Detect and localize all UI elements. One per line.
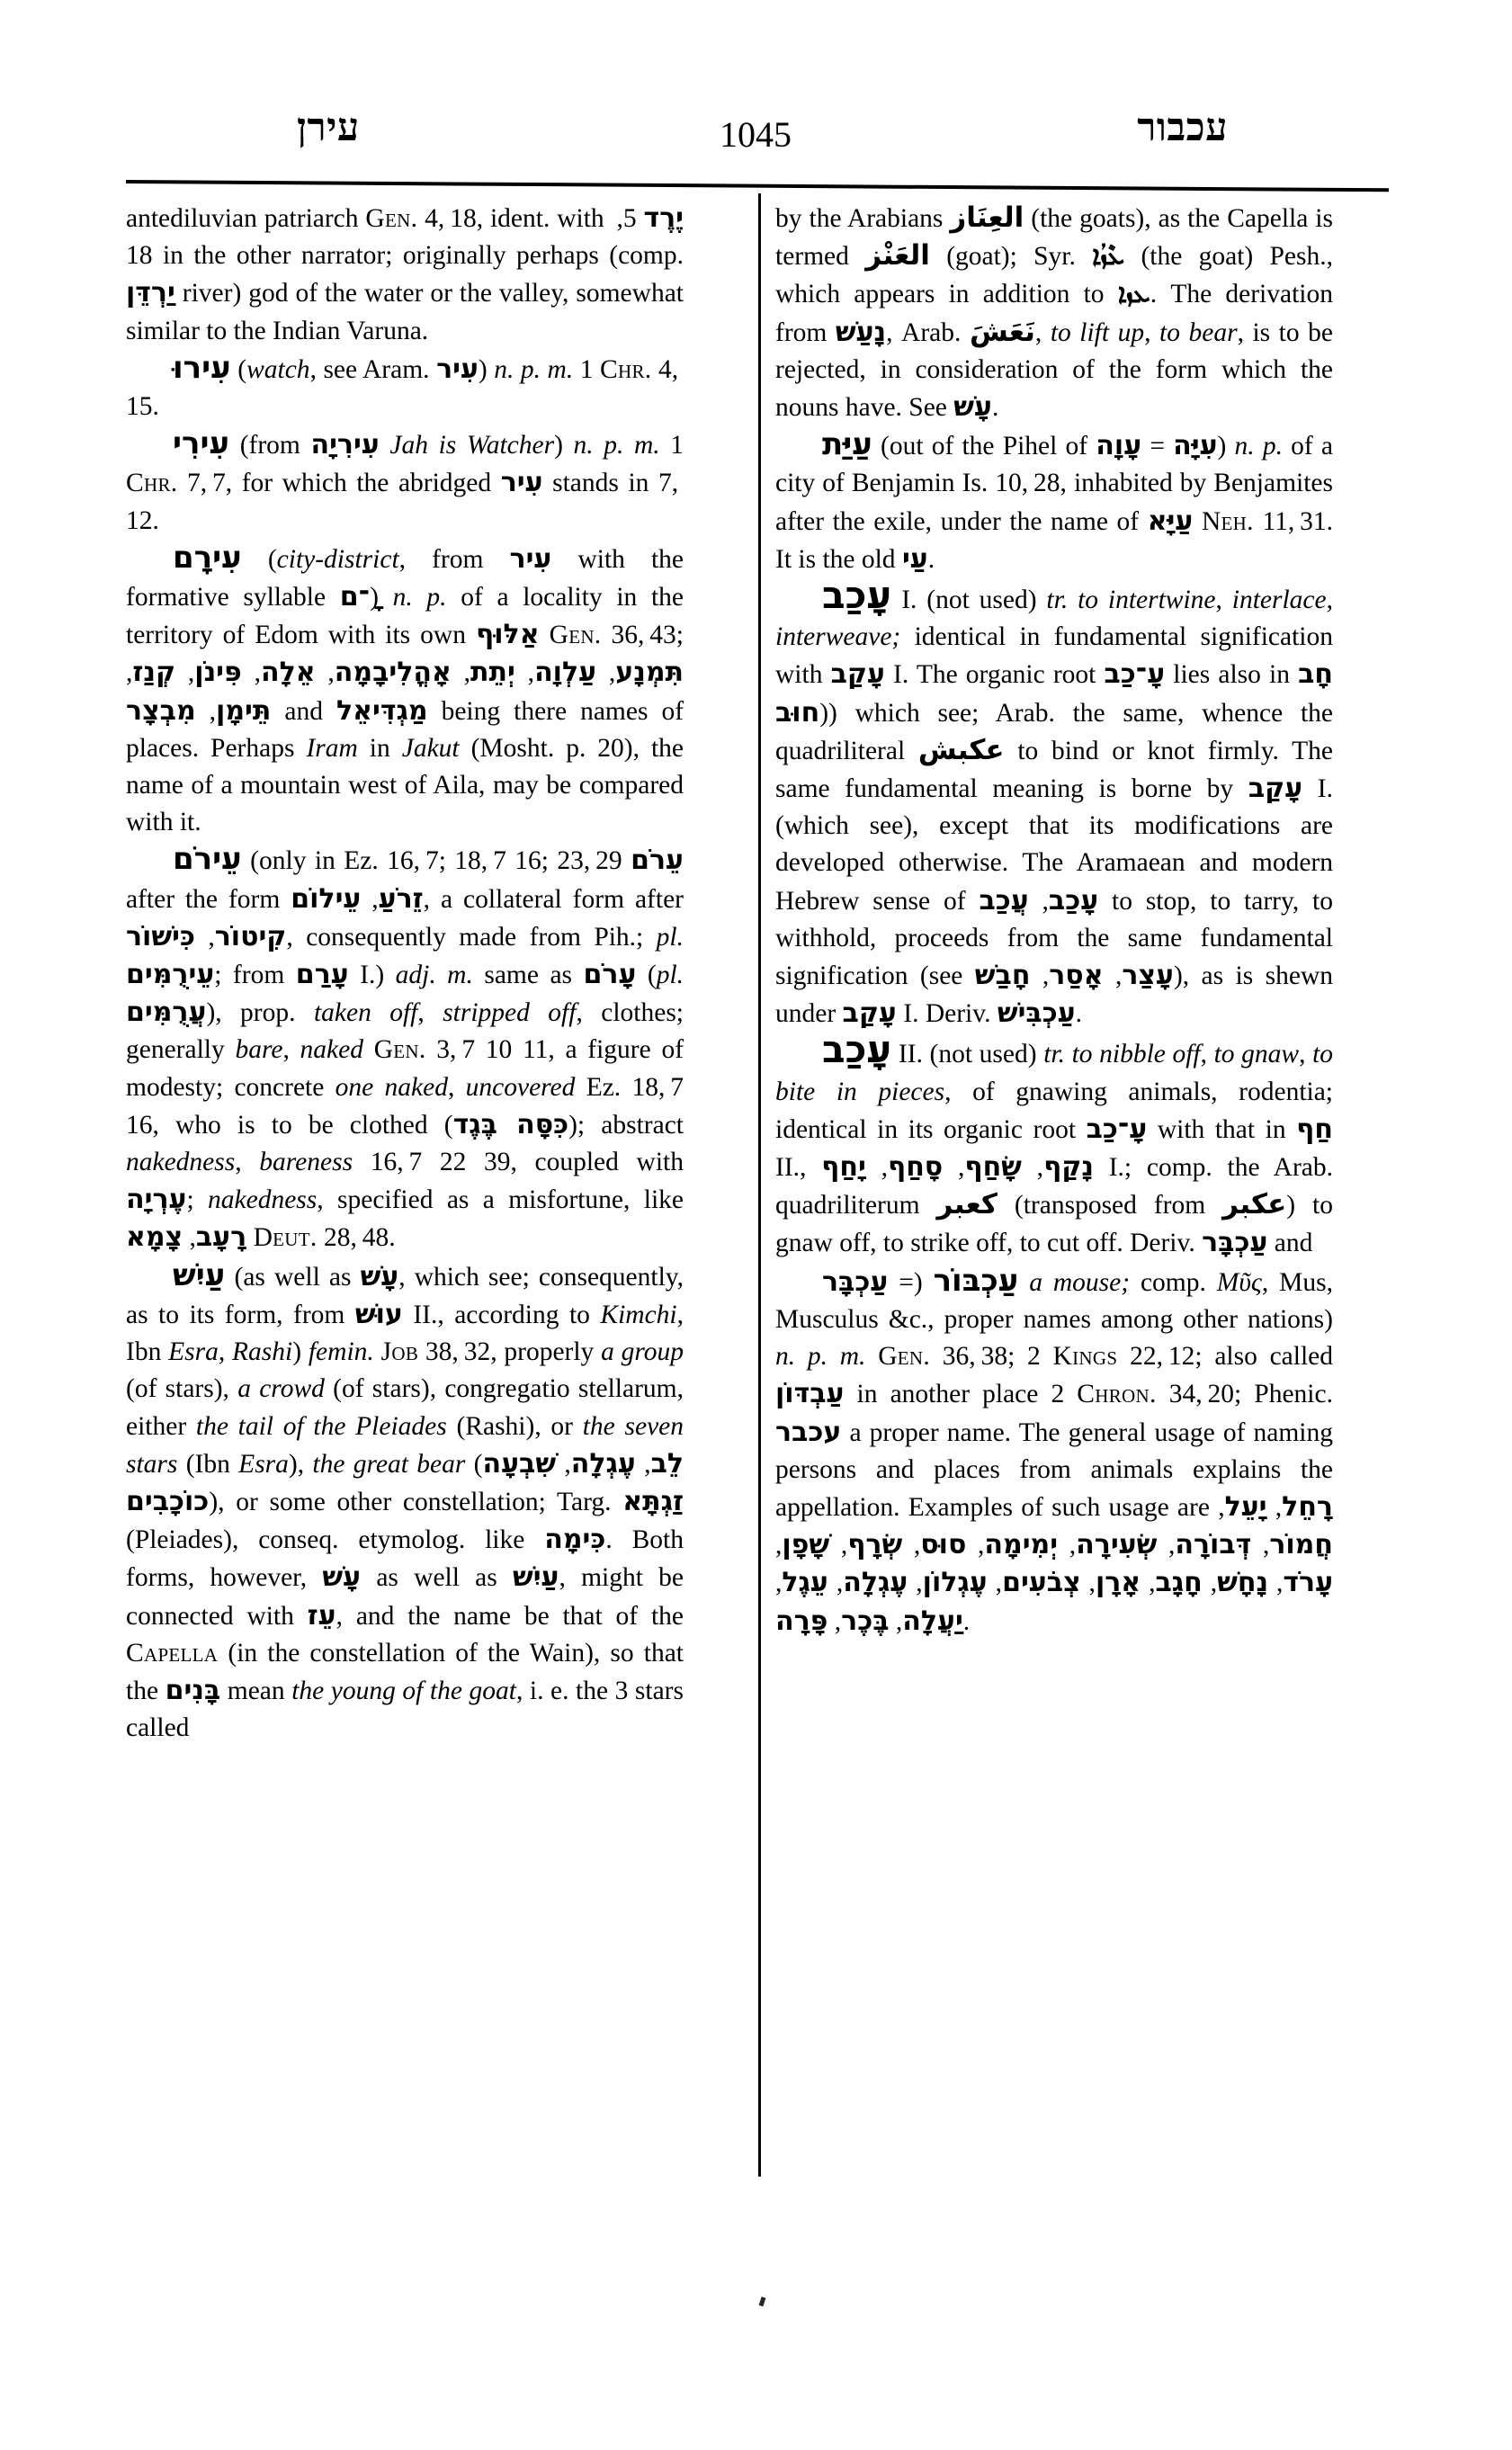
page-number: 1045 [720, 114, 792, 155]
paragraph-continuation: by the Arabians العِنَاز (the goats), as the Capella is termed العَنْز (goat); Syr. ܥܶܙܳܐ (the goat) Pesh., which appears in addition to ܥܙܐ. The derivation from נָעַשׁ, Arab. نَعَشَ, to lift up, to bear, is to be rejected, in consideration of the form which the nouns have. See עָשׁ. [775, 201, 1334, 424]
running-head [126, 106, 1385, 165]
page-speck [759, 2296, 766, 2306]
dictionary-entry: עָכַב I. (not used) tr. to intertwine, interlace, interweave; identical in fundamental signification with עָקַב I. The organic root עָ־כַב lies also in חָב (חוּב ) which see; Arab. the same, whence the quadriliteral عكبش to bind or knot firmly. The same fundamental meaning is borne by עָקַב I. (which see), except that its modifications are developed otherwise. The Aramaean and modern Hebrew sense of עָכַב, עֲכַב to stop, to tarry, to withhold, proceeds from the same fundamental signification (see עָצַר, אָסַר, חָבַשׁ ), as is shewn under עָקַב I. Deriv. עַכְבִּישׁ. [775, 573, 1334, 1030]
dictionary-entry: עֵירֹם (only in Ez. 16, 7; 18, 7 16; 23, 29 עֵרֹם after the form זֵרֹעַ, עֵילוֹם , a collateral form after קִיטוֹר, כִּישׁוֹר , consequently made from Pih.; pl. עֵירֻמִּים; from עָרַם I.) adj. m. same as עָרֹם (pl. עֲרֻמִּים), prop. taken off, stripped off, clothes; generally bare, naked Gen. 3, 7 10 11, a figure of modesty; concrete one naked, uncovered Ez. 18, 7 16, who is to be clothed (כִּסָּה בֶּגֶד); abstract nakedness, bareness 16, 7 22 39, coupled with עֶרְיָה; nakedness, specified as a misfortune, like רָעָב, צָמָא Deut. 28, 48. [126, 841, 684, 1254]
dictionary-entry: עָכַב II. (not used) tr. to nibble off, to gnaw, to bite in pieces, of gnawing animals, rodentia; identical in its organic root עָ־כַב with that in חַף II., נָקַף, שָׂחַף, סָחַף, יָחַף I.; comp. the Arab. quadriliterum كعبر (transposed from عكبر) to gnaw off, to strike off, to cut off. Deriv. עַכְבָּר and [775, 1027, 1334, 1259]
header-rule [126, 180, 1389, 192]
dictionary-entry: עִירִי (from עִירִיָה Jah is Watcher) n. p. m. 1 Chr. 7, 7, for which the abridged עִיר stands in 7, 12. [126, 425, 684, 535]
running-head-right-word: עכבור [1137, 107, 1228, 149]
dictionary-entry: עַיַּת (out of the Pihel of עִיָּה = עָוָה ) n. p. of a city of Benjamin Is. 10, 28, inhabited by Benjamites after the exile, under the name of עַיָּא Neh. 11, 31. It is the old עַי. [775, 426, 1334, 575]
right-column [775, 200, 1333, 1641]
dictionary-entry: עִירוּ (watch, see Aram. עִיר) n. p. m. 1 Chr. 4, 15. [126, 349, 684, 422]
dictionary-entry: עַכְבּוֹר (= עַכְבָּר a mouse; comp. Μῦς, Mus, Musculus &c., proper names among other nations) n. p. m. Gen. 36, 38; 2 Kings 22, 12; also called עַבְדּוֹן in another place 2 Chron. 34, 20; Phenic. עכבר a proper name. The general usage of naming persons and places from animals explains the appellation. Examples of such usage are רָחֵל, יָעֵל, חֲמוֹר, דְּבוֹרָה, שְׂעִירָה, יְמִימָה, סוּס, שְׂרָף, שָׁפָן, עָרֹד, נָחָשׁ, חָגָב, אָרָן, צְבֹעִים, עֶגְלוֹן, עֶגְלָה, עֵגֶל, יַעֲלָה, בֶּכֶר, פָּרָה . [775, 1262, 1334, 1637]
column-divider [758, 193, 761, 2177]
paragraph-continuation: antediluvian patriarch Gen. 4, 18, ident. with יֶרֶד 5, 18 in the other narrator; originally perhaps (comp. יַרְדֵּן river) god of the water or the valley, somewhat similar to the Indian Varuna. [126, 202, 684, 345]
running-head-left-word: עירן [297, 107, 360, 149]
left-column [126, 200, 684, 1747]
dictionary-entry: עִירָם (city-district, from עִיר with the formative syllable ָ־ם) n. p. of a locality in the territory of Edom with its own אַלּוּף Gen. 36, 43; תִּמְנָע, עַלְוָה, יְתֵת, אָהֳלִיבָמָה, אֵלָה, פִּינֹן, קְנַז, תֵּימָן, מִבְצָר and מַגְדִּיאֵל being there names of places. Perhaps Iram in Jakut (Mosht. p. 20), the name of a mountain west of Aila, may be compared with it. [126, 539, 684, 837]
dictionary-entry: עַיִשׁ (as well as עָשׁ, which see; consequently, as to its form, from עוּשׁ II., according to Kimchi, Ibn Esra, Rashi) femin. Job 38, 32, properly a group (of stars), a crowd (of stars), congregatio stellarum, either the tail of the Pleiades (Rashi), or the seven stars (Ibn Esra), the great bear ( לֵב, עֶגְלָה, שִׁבְעָה כוֹכָבִים), or some other constellation; Targ. זַגְתָּא (Pleiades), conseq. etymolog. like כִּימָה. Both forms, however, עָשׁ as well as עַיִשׁ, might be connected with עֵז, and the name be that of the Capella (in the constellation of the Wain), so that the בָּנִים mean the young of the goat, i. e. the 3 stars called [126, 1256, 684, 1743]
